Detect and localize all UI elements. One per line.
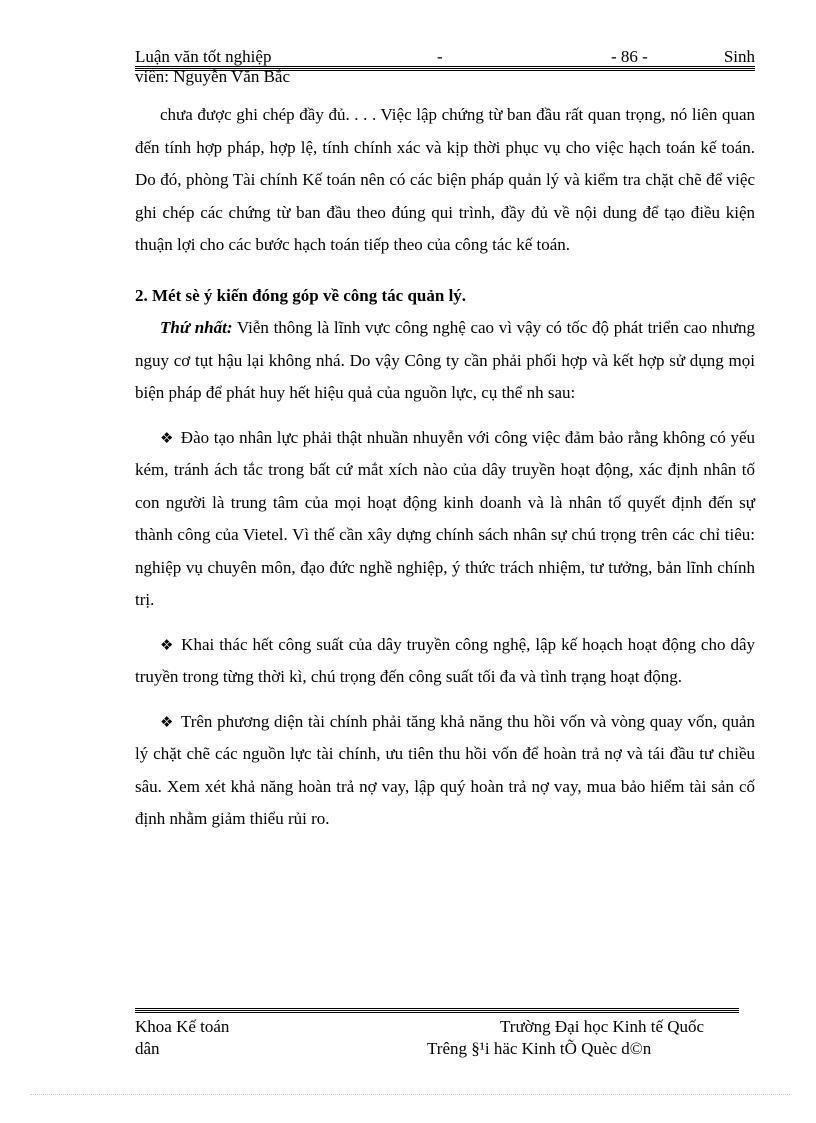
header-student-label: Sinh xyxy=(723,47,755,66)
footer-rule xyxy=(135,1008,739,1014)
diamond-bullet-icon: ❖ xyxy=(160,635,175,654)
footer-university: Trường Đại học Kinh tế Quốc xyxy=(500,1017,705,1036)
first-label: Thứ nhất: xyxy=(160,318,233,337)
diamond-bullet-icon: ❖ xyxy=(160,428,174,447)
bullet-text: Khai thác hết công suất của dây truyền công nghệ, lập kế hoạch hoạt động cho dây truyền trong từng thời kì, chú trọng đến công suất tối đa và tình trạng hoạt động. xyxy=(135,634,755,686)
footer-faculty-cont: dân xyxy=(135,1039,160,1058)
paragraph-first xyxy=(135,312,755,410)
paragraph-intro: chưa được ghi chép đầy đủ. . . . Việc lập chứng từ ban đầu rất quan trọng, nó liên quan đến tính hợp pháp, hợp lệ, tính chính xác và kịp thời phục vụ cho việc hạch toán kế toán. Do đó, phòng Tài chính Kế toán nên có các biện pháp quản lý và kiểm tra chặt chẽ để việc ghi chép các chứng từ ban đầu theo đúng qui trình, đầy đủ về nội dung để tạo điều kiện thuận lợi cho các bước hạch toán tiếp theo của công tác kế toán. xyxy=(135,105,755,254)
header-page-number: - 86 - xyxy=(611,47,648,66)
bullet-item xyxy=(135,422,755,617)
bullet-text: Đào tạo nhân lực phải thật nhuần nhuyễn với công việc đảm bảo rằng không có yếu kém, tránh ách tắc trong bất cứ mắt xích nào của dây truyền hoạt động, xác định nhân tố con người là trung tâm của mọi hoạt động kinh doanh và là nhân tố quyết định đến sự thành công của Vietel. Vì thế cần xây dựng chính sách nhân sự chú trọng trên các chỉ tiêu: nghiệp vụ chuyên môn, đạo đức nghề nghiệp, ý thức trách nhiệm, tư tưởng, bản lĩnh chính trị. xyxy=(135,427,755,609)
header-thesis-title: Luận văn tốt nghiệp xyxy=(135,47,272,66)
section-heading: 2. Mét sè ý kiến đóng góp về công tác quản lý. xyxy=(135,285,467,305)
diamond-bullet-icon: ❖ xyxy=(160,712,174,731)
page-bottom-border xyxy=(30,1094,790,1096)
bullet-item xyxy=(135,706,755,836)
body-text xyxy=(135,99,755,836)
header-student-name: viên: Nguyễn Văn Bắc xyxy=(135,67,291,86)
bullet-text: Trên phương diện tài chính phải tăng khả năng thu hồi vốn và vòng quay vốn, quản lý chặt chẽ các nguồn lực tài chính, ưu tiên thu hồi vốn để hoàn trả nợ và tái đầu tư chiều sâu. Xem xét khả năng hoàn trả nợ vay, lập quý hoàn trả nợ vay, mua bảo hiểm tài sản cố định nhằm giảm thiểu rủi ro. xyxy=(135,711,756,828)
page-header xyxy=(135,46,755,68)
header-dash: - xyxy=(437,47,443,66)
footer-faculty: Khoa Kế toán xyxy=(135,1017,230,1036)
first-text: Viễn thông là lĩnh vực công nghệ cao vì vậy có tốc độ phát triển cao nhưng nguy cơ tụt hậu lại không nhá. Do vậy Công ty cần phải phối hợp và kết hợp sử dụng mọi biện pháp để phát huy hết hiệu quả của nguồn lực, cụ thể nh sau: xyxy=(135,318,755,402)
footer-university-garbled: Trêng §¹i häc Kinh tÕ Quèc d©n xyxy=(427,1039,652,1058)
bullet-item xyxy=(135,629,755,694)
